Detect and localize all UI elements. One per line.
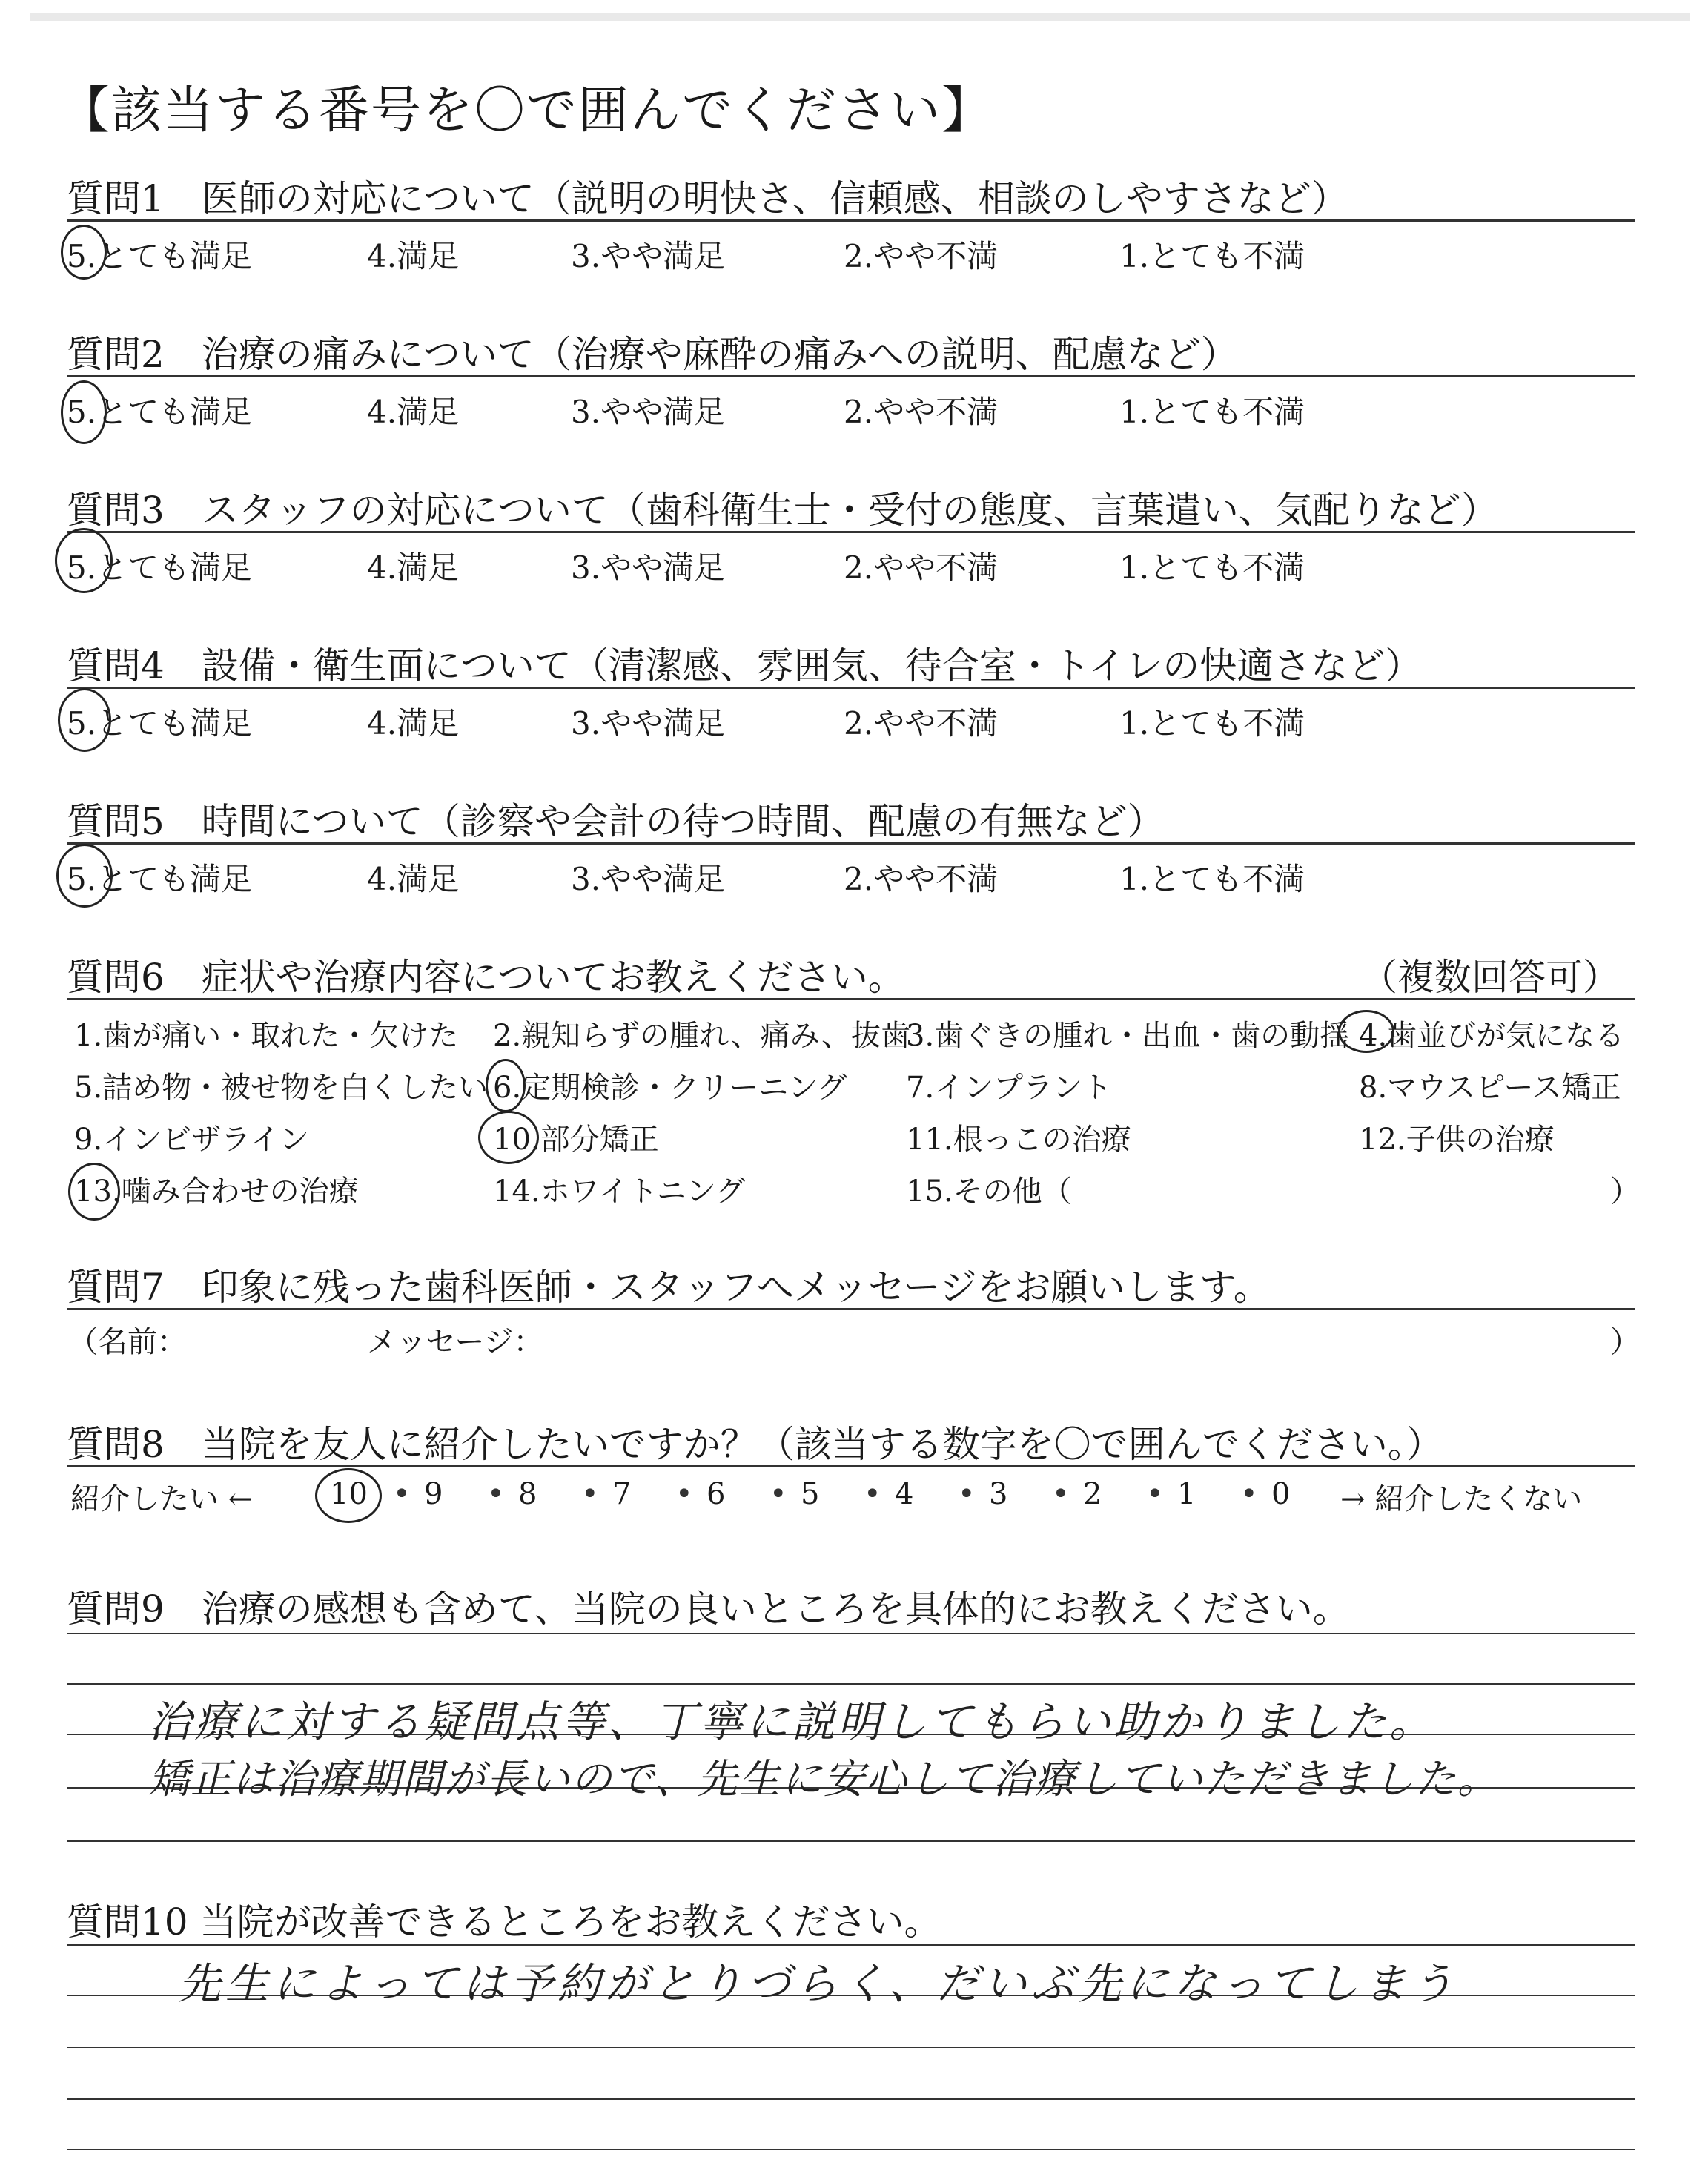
q6-option-10[interactable]: 10.部分矯正 (493, 1123, 659, 1157)
q2-option-2[interactable]: 2.やや不満 (844, 394, 999, 430)
q9-rule-1 (67, 1633, 1635, 1634)
q1-option-4[interactable]: 4.満足 (367, 238, 460, 274)
q8-scale-separator: • (958, 1477, 976, 1511)
q5-option-5[interactable]: 5.とても満足 (67, 861, 253, 897)
q5-option-2[interactable]: 2.やや不満 (844, 861, 999, 897)
scan-edge (30, 13, 1690, 21)
q6-option-15[interactable]: 15.その他（ (906, 1175, 1072, 1209)
q6-option-15-close: ） (1610, 1175, 1640, 1209)
q4-option-2[interactable]: 2.やや不満 (844, 705, 999, 742)
q5-option-4[interactable]: 4.満足 (367, 861, 460, 897)
q8-scale-separator: • (581, 1477, 599, 1511)
q5-option-3[interactable]: 3.やや満足 (571, 861, 726, 897)
q6-selection-circle-6 (486, 1059, 526, 1112)
q8-scale-8[interactable]: 8 (518, 1477, 537, 1511)
q3-selection-circle (55, 528, 113, 593)
q6-option-3[interactable]: 3.歯ぐきの腫れ・出血・歯の動揺 (906, 1019, 1350, 1053)
q3-option-1[interactable]: 1.とても不満 (1119, 549, 1305, 586)
q1-option-1[interactable]: 1.とても不満 (1119, 238, 1305, 274)
q8-right-label: → 紹介したくない (1340, 1482, 1583, 1516)
q10-rule-1 (67, 1944, 1635, 1946)
q4-option-3[interactable]: 3.やや満足 (571, 705, 726, 742)
q9-handwritten-line-1: 治療に対する疑問点等、丁寧に説明してもらい助かりました。 (148, 1697, 1436, 1747)
q3-title: 質問3 スタッフの対応について（歯科衛生士・受付の態度、言葉遣い、気配りなど） (67, 489, 1498, 532)
q8-scale-3[interactable]: 3 (989, 1477, 1008, 1511)
q3-option-5[interactable]: 5.とても満足 (67, 549, 253, 586)
q2-option-4[interactable]: 4.満足 (367, 394, 460, 430)
q10-rule-4 (67, 2098, 1635, 2100)
q9-rule-2 (67, 1683, 1635, 1685)
q7-title: 質問7 印象に残った歯科医師・スタッフへメッセージをお願いします。 (67, 1266, 1271, 1309)
q4-option-1[interactable]: 1.とても不満 (1119, 705, 1305, 742)
q4-rule (67, 687, 1635, 689)
q5-title: 質問5 時間について（診察や会計の待つ時間、配慮の有無など） (67, 800, 1165, 843)
q6-option-5[interactable]: 5.詰め物・被せ物を白くしたい (74, 1071, 489, 1105)
q2-title: 質問2 治療の痛みについて（治療や麻酔の痛みへの説明、配慮など） (67, 333, 1238, 376)
q8-scale-5[interactable]: 5 (801, 1477, 820, 1511)
page-title: 【該当する番号を〇で囲んでください】 (59, 82, 994, 140)
q2-selection-circle (61, 380, 107, 444)
q6-selection-circle-4 (1338, 1010, 1394, 1053)
q6-option-14[interactable]: 14.ホワイトニング (493, 1175, 746, 1209)
q6-option-4[interactable]: 4.歯並びが気になる (1359, 1019, 1625, 1053)
q5-rule (67, 842, 1635, 845)
q6-rule (67, 998, 1635, 1000)
q8-rule (67, 1465, 1635, 1467)
q6-option-8[interactable]: 8.マウスピース矯正 (1359, 1071, 1621, 1105)
q2-rule (67, 375, 1635, 377)
q8-scale-0[interactable]: 0 (1271, 1477, 1291, 1511)
q6-selection-circle-10 (478, 1111, 539, 1164)
q8-selection-circle (315, 1468, 382, 1523)
q10-rule-5 (67, 2149, 1635, 2150)
q8-scale-separator: • (1146, 1477, 1164, 1511)
q8-scale-7[interactable]: 7 (612, 1477, 632, 1511)
q1-title: 質問1 医師の対応について（説明の明快さ、信頼感、相談のしやすさなど） (67, 177, 1348, 220)
q6-note: （複数回答可） (1360, 956, 1620, 999)
q7-close: ） (1610, 1325, 1640, 1359)
q7-message-label: メッセージ： (367, 1325, 543, 1359)
q2-option-5[interactable]: 5.とても満足 (67, 394, 253, 430)
q5-option-1[interactable]: 1.とても不満 (1119, 861, 1305, 897)
q8-scale-separator: • (864, 1477, 881, 1511)
q1-option-5[interactable]: 5.とても満足 (67, 238, 253, 274)
q8-left-label: 紹介したい ← (70, 1482, 254, 1516)
q6-option-9[interactable]: 9.インビザライン (74, 1123, 309, 1157)
q6-option-1[interactable]: 1.歯が痛い・取れた・欠けた (74, 1019, 459, 1053)
q8-scale-separator: • (393, 1477, 411, 1511)
q7-name-label: （名前： (68, 1325, 187, 1359)
q1-option-3[interactable]: 3.やや満足 (571, 238, 726, 274)
q4-option-5[interactable]: 5.とても満足 (67, 705, 253, 742)
q8-scale-separator: • (487, 1477, 505, 1511)
q6-title: 質問6 症状や治療内容についてお教えください。 (67, 956, 905, 999)
q8-scale-2[interactable]: 2 (1083, 1477, 1102, 1511)
q8-scale-separator: • (1052, 1477, 1070, 1511)
q9-rule-5 (67, 1840, 1635, 1842)
q6-option-6[interactable]: 6.定期検診・クリーニング (493, 1071, 847, 1105)
q10-rule-3 (67, 2047, 1635, 2048)
q1-option-2[interactable]: 2.やや不満 (844, 238, 999, 274)
q10-title: 質問10 当院が改善できるところをお教えください。 (67, 1900, 941, 1943)
q4-title: 質問4 設備・衛生面について（清潔感、雰囲気、待合室・トイレの快適さなど） (67, 644, 1423, 687)
q3-rule (67, 531, 1635, 533)
q3-option-2[interactable]: 2.やや不満 (844, 549, 999, 586)
q3-option-3[interactable]: 3.やや満足 (571, 549, 726, 586)
q6-option-2[interactable]: 2.親知らずの腫れ、痛み、抜歯 (493, 1019, 910, 1053)
q9-handwritten-line-2: 矯正は治療期間が長いので、先生に安心して治療していただきました。 (148, 1755, 1500, 1803)
q2-option-1[interactable]: 1.とても不満 (1119, 394, 1305, 430)
q4-selection-circle (58, 688, 111, 752)
q8-scale-separator: • (769, 1477, 787, 1511)
q8-scale-1[interactable]: 1 (1177, 1477, 1196, 1511)
q4-option-4[interactable]: 4.満足 (367, 705, 460, 742)
q6-option-12[interactable]: 12.子供の治療 (1359, 1123, 1555, 1157)
q6-option-7[interactable]: 7.インプラント (906, 1071, 1113, 1105)
q2-option-3[interactable]: 3.やや満足 (571, 394, 726, 430)
q8-title: 質問8 当院を友人に紹介したいですか？（該当する数字を〇で囲んでください。） (67, 1423, 1443, 1466)
q8-scale-10[interactable]: 10 (330, 1477, 368, 1511)
q3-option-4[interactable]: 4.満足 (367, 549, 460, 586)
q5-selection-circle (56, 844, 113, 908)
q9-title: 質問9 治療の感想も含めて、当院の良いところを具体的にお教えください。 (67, 1588, 1350, 1631)
q6-option-11[interactable]: 11.根っこの治療 (906, 1123, 1131, 1157)
q8-scale-separator: • (675, 1477, 693, 1511)
q8-scale-4[interactable]: 4 (895, 1477, 914, 1511)
q8-scale-separator: • (1240, 1477, 1258, 1511)
q8-scale-9[interactable]: 9 (424, 1477, 443, 1511)
q10-handwritten-line-1: 先生によっては予約がとりづらく、だいぶ先になってしまう (178, 1958, 1458, 2009)
q6-option-13[interactable]: 13.噛み合わせの治療 (74, 1175, 359, 1209)
q1-rule (67, 219, 1635, 222)
q7-rule (67, 1308, 1635, 1310)
q6-selection-circle-13 (68, 1163, 120, 1221)
q8-scale-6[interactable]: 6 (706, 1477, 726, 1511)
q1-selection-circle (61, 225, 107, 280)
